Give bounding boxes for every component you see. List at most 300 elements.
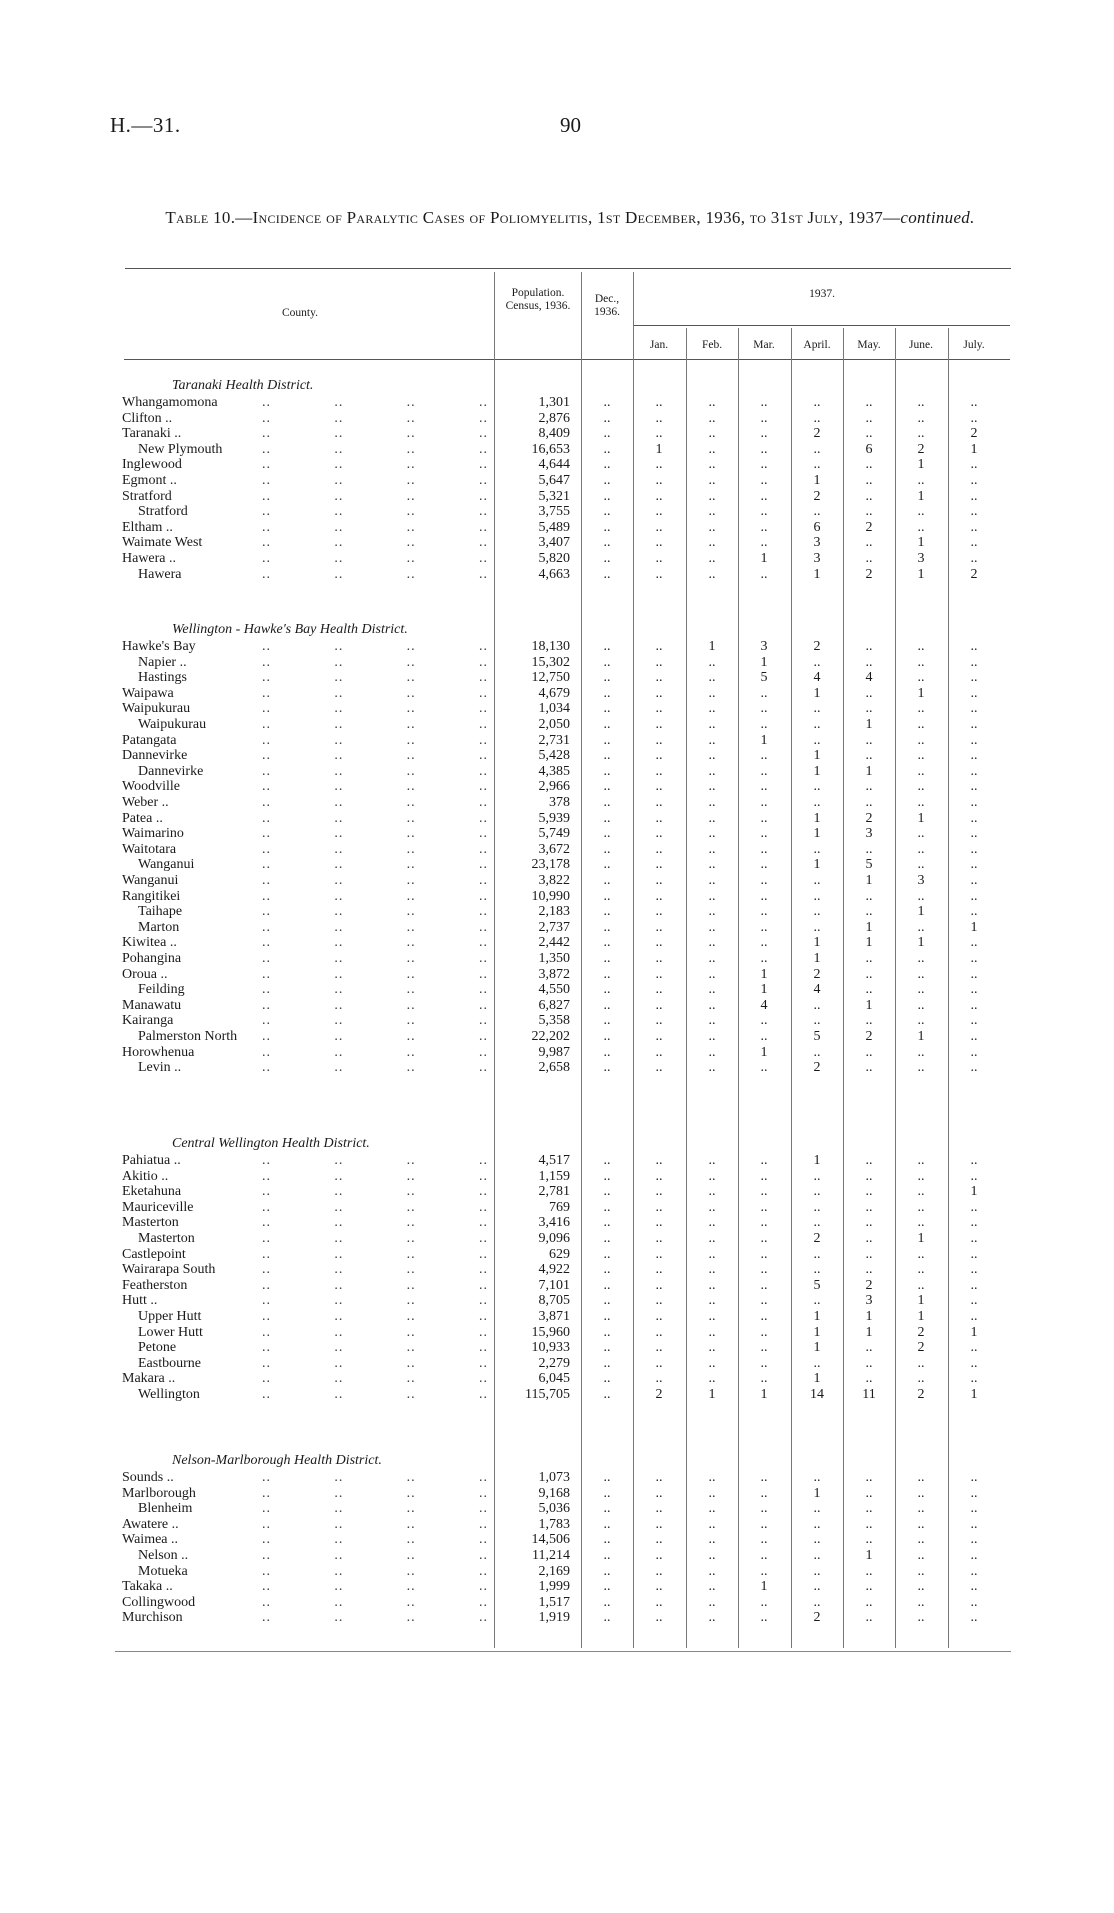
- county-name: Napier ..: [138, 654, 187, 670]
- population-value: 3,872: [538, 966, 570, 982]
- dot-leaders: [262, 764, 488, 780]
- table-row: [0, 442, 1114, 458]
- case-count: ..: [708, 857, 716, 873]
- case-count: ..: [655, 982, 663, 998]
- leader-dots: ..: [262, 654, 271, 670]
- leader-dots: ..: [406, 1231, 416, 1246]
- population-value: 15,960: [531, 1324, 570, 1340]
- case-count: ..: [603, 1340, 611, 1356]
- case-count: ..: [655, 1153, 663, 1168]
- population-value: 4,922: [538, 1262, 570, 1278]
- population-value: 2,050: [538, 717, 570, 732]
- case-count: ..: [708, 701, 716, 717]
- table-row: [0, 920, 1114, 936]
- case-count: ..: [917, 732, 925, 748]
- table-row: [0, 779, 1114, 795]
- case-count: ..: [760, 519, 768, 535]
- leader-dots: ..: [478, 1231, 488, 1246]
- leader-dots: ..: [262, 1371, 271, 1387]
- case-count: 1: [865, 717, 873, 732]
- case-count: ..: [655, 1246, 663, 1262]
- leader-dots: ..: [334, 1563, 344, 1579]
- case-count: ..: [813, 1501, 821, 1517]
- county-name: Eastbourne: [138, 1355, 201, 1371]
- case-count: ..: [603, 1610, 611, 1626]
- case-count: ..: [865, 1579, 873, 1595]
- case-count: ..: [917, 763, 925, 779]
- case-count: ..: [655, 1485, 663, 1501]
- leader-dots: ..: [478, 1293, 488, 1309]
- case-count: ..: [655, 904, 663, 920]
- case-count: 2: [865, 1029, 873, 1044]
- case-count: ..: [708, 1060, 716, 1076]
- case-count: ..: [655, 1563, 663, 1579]
- dot-leaders: [262, 842, 488, 858]
- leader-dots: ..: [334, 841, 344, 857]
- leader-dots: ..: [262, 997, 271, 1013]
- case-count: ..: [655, 748, 663, 764]
- case-count: ..: [655, 457, 663, 473]
- case-count: ..: [970, 670, 978, 686]
- population-value: 6,045: [538, 1371, 570, 1387]
- leader-dots: ..: [478, 1262, 488, 1278]
- leader-dots: ..: [406, 1516, 416, 1532]
- case-count: ..: [970, 551, 978, 566]
- leader-dots: ..: [406, 935, 416, 951]
- case-count: ..: [865, 1184, 873, 1200]
- leader-dots: ..: [478, 1470, 488, 1485]
- table-row: [0, 1169, 1114, 1185]
- case-count: ..: [708, 535, 716, 551]
- leader-dots: ..: [334, 1277, 344, 1293]
- case-count: ..: [865, 701, 873, 717]
- county-name: Woodville: [122, 779, 180, 795]
- dot-leaders: [262, 411, 488, 427]
- case-count: ..: [865, 504, 873, 520]
- leader-dots: ..: [262, 919, 271, 935]
- population-value: 5,939: [538, 810, 570, 826]
- case-count: ..: [655, 535, 663, 551]
- dot-leaders: [262, 733, 488, 749]
- case-count: ..: [603, 1470, 611, 1485]
- col-header-year: 1937.: [809, 288, 835, 300]
- leader-dots: ..: [262, 1199, 271, 1215]
- case-count: ..: [708, 457, 716, 473]
- case-count: ..: [917, 997, 925, 1013]
- county-name: Kiwitea ..: [122, 935, 177, 951]
- case-count: ..: [760, 1153, 768, 1168]
- dot-leaders: [262, 1029, 488, 1045]
- case-count: ..: [970, 473, 978, 488]
- case-count: ..: [603, 1387, 611, 1402]
- county-name: Makara ..: [122, 1371, 176, 1387]
- table-row: [0, 842, 1114, 858]
- leader-dots: ..: [478, 410, 488, 426]
- leader-dots: ..: [262, 685, 271, 701]
- leader-dots: ..: [478, 1371, 488, 1387]
- case-count: ..: [708, 566, 716, 582]
- case-count: 3: [917, 551, 925, 566]
- leader-dots: ..: [334, 1340, 344, 1356]
- case-count: ..: [865, 1340, 873, 1356]
- case-count: ..: [865, 904, 873, 920]
- case-count: ..: [970, 1516, 978, 1532]
- population-value: 12,750: [531, 670, 570, 686]
- case-count: ..: [655, 826, 663, 842]
- case-count: ..: [865, 535, 873, 551]
- population-value: 1,073: [538, 1470, 570, 1485]
- case-count: ..: [970, 1215, 978, 1231]
- dot-leaders: [262, 473, 488, 489]
- table-row: [0, 535, 1114, 551]
- leader-dots: ..: [406, 473, 416, 488]
- case-count: 3: [917, 873, 925, 888]
- leader-dots: ..: [262, 535, 271, 551]
- case-count: ..: [970, 966, 978, 982]
- case-count: ..: [760, 1532, 768, 1548]
- county-name: Kairanga: [122, 1013, 174, 1029]
- population-value: 22,202: [531, 1029, 570, 1044]
- leader-dots: ..: [334, 551, 344, 566]
- case-count: ..: [813, 795, 821, 810]
- case-count: ..: [813, 841, 821, 857]
- case-count: ..: [708, 1199, 716, 1215]
- population-value: 8,705: [538, 1293, 570, 1309]
- case-count: ..: [603, 566, 611, 582]
- case-count: ..: [970, 779, 978, 795]
- col-header-month: Mar.: [753, 339, 775, 351]
- case-count: ..: [708, 1153, 716, 1168]
- leader-dots: ..: [478, 426, 488, 442]
- case-count: 1: [760, 966, 768, 982]
- case-count: ..: [708, 1548, 716, 1563]
- county-name: Manawatu: [122, 997, 182, 1013]
- case-count: ..: [813, 1548, 821, 1563]
- leader-dots: ..: [478, 982, 488, 998]
- dot-leaders: [262, 504, 488, 520]
- case-count: ..: [708, 1215, 716, 1231]
- case-count: ..: [603, 982, 611, 998]
- county-name: Palmerston North: [138, 1029, 238, 1044]
- case-count: ..: [917, 1579, 925, 1595]
- case-count: ..: [708, 888, 716, 904]
- case-count: ..: [917, 1548, 925, 1563]
- leader-dots: ..: [478, 748, 488, 764]
- case-count: ..: [865, 1215, 873, 1231]
- case-count: ..: [760, 1324, 768, 1340]
- case-count: ..: [708, 1184, 716, 1200]
- case-count: ..: [760, 701, 768, 717]
- case-count: ..: [708, 826, 716, 842]
- case-count: ..: [970, 982, 978, 998]
- table-row: [0, 1045, 1114, 1061]
- case-count: ..: [708, 473, 716, 488]
- case-count: ..: [603, 639, 611, 654]
- case-count: ..: [655, 873, 663, 888]
- dot-leaders: [262, 442, 488, 458]
- case-count: ..: [917, 654, 925, 670]
- case-count: ..: [917, 1262, 925, 1278]
- table-row: [0, 1486, 1114, 1502]
- leader-dots: ..: [262, 888, 271, 904]
- case-count: ..: [970, 457, 978, 473]
- population-value: 3,407: [538, 535, 570, 551]
- case-count: ..: [760, 1215, 768, 1231]
- case-count: ..: [917, 1563, 925, 1579]
- county-name: Oroua ..: [122, 966, 168, 982]
- case-count: 5: [813, 1029, 821, 1044]
- case-count: ..: [970, 904, 978, 920]
- case-count: ..: [917, 717, 925, 732]
- leader-dots: ..: [262, 1387, 271, 1402]
- county-name: Pahiatua ..: [122, 1153, 181, 1168]
- case-count: ..: [760, 1470, 768, 1485]
- case-count: ..: [708, 410, 716, 426]
- case-count: ..: [603, 395, 611, 410]
- leader-dots: ..: [262, 504, 271, 520]
- case-count: 3: [813, 535, 821, 551]
- case-count: ..: [865, 410, 873, 426]
- case-count: ..: [917, 1610, 925, 1626]
- case-count: 2: [917, 441, 925, 457]
- case-count: ..: [603, 441, 611, 457]
- table-row: [0, 504, 1114, 520]
- case-count: 2: [970, 566, 978, 582]
- case-count: ..: [970, 1168, 978, 1184]
- col-header-month: Jan.: [649, 339, 669, 351]
- dot-leaders: [262, 1169, 488, 1185]
- case-count: ..: [760, 763, 768, 779]
- case-count: ..: [760, 1060, 768, 1076]
- leader-dots: ..: [334, 1262, 344, 1278]
- case-count: ..: [603, 1153, 611, 1168]
- case-count: ..: [655, 1532, 663, 1548]
- leader-dots: ..: [478, 841, 488, 857]
- leader-dots: ..: [406, 763, 416, 779]
- table-row: [0, 1293, 1114, 1309]
- dot-leaders: [262, 1470, 488, 1486]
- case-count: 5: [865, 857, 873, 873]
- case-count: ..: [970, 1231, 978, 1246]
- case-count: ..: [813, 1293, 821, 1309]
- leader-dots: ..: [478, 904, 488, 920]
- case-count: ..: [865, 1355, 873, 1371]
- population-value: 5,428: [538, 748, 570, 764]
- case-count: ..: [917, 410, 925, 426]
- case-count: ..: [970, 873, 978, 888]
- case-count: ..: [708, 1594, 716, 1610]
- leader-dots: ..: [262, 1153, 271, 1168]
- dot-leaders: [262, 489, 488, 505]
- case-count: 4: [865, 670, 873, 686]
- leader-dots: ..: [334, 639, 344, 654]
- dot-leaders: [262, 655, 488, 671]
- case-count: 3: [813, 551, 821, 566]
- col-header-month: April.: [803, 339, 831, 351]
- leader-dots: ..: [478, 639, 488, 654]
- leader-dots: ..: [406, 1501, 416, 1517]
- case-count: 1: [917, 1029, 925, 1044]
- leader-dots: ..: [478, 732, 488, 748]
- leader-dots: ..: [478, 457, 488, 473]
- dot-leaders: [262, 1548, 488, 1564]
- leader-dots: ..: [406, 566, 416, 582]
- case-count: ..: [603, 535, 611, 551]
- case-count: ..: [655, 919, 663, 935]
- case-count: ..: [708, 841, 716, 857]
- dot-leaders: [262, 1517, 488, 1533]
- county-name: Dannevirke: [122, 748, 188, 764]
- case-count: ..: [917, 519, 925, 535]
- table-row: [0, 1060, 1114, 1076]
- leader-dots: ..: [334, 1610, 344, 1626]
- case-count: ..: [970, 951, 978, 966]
- dot-leaders: [262, 1486, 488, 1502]
- case-count: ..: [970, 841, 978, 857]
- population-value: 4,644: [538, 457, 570, 473]
- leader-dots: ..: [334, 1485, 344, 1501]
- leader-dots: ..: [406, 951, 416, 966]
- case-count: ..: [655, 1516, 663, 1532]
- dot-leaders: [262, 1532, 488, 1548]
- population-value: 1,919: [538, 1610, 570, 1626]
- case-count: ..: [970, 654, 978, 670]
- case-count: ..: [970, 795, 978, 810]
- case-count: 2: [813, 1060, 821, 1076]
- case-count: 2: [917, 1324, 925, 1340]
- case-count: 2: [865, 810, 873, 826]
- table-row: [0, 1340, 1114, 1356]
- case-count: ..: [708, 670, 716, 686]
- dot-leaders: [262, 1013, 488, 1029]
- case-count: ..: [865, 1168, 873, 1184]
- leader-dots: ..: [406, 966, 416, 982]
- case-count: 5: [813, 1277, 821, 1293]
- case-count: ..: [865, 639, 873, 654]
- leader-dots: ..: [406, 1013, 416, 1029]
- case-count: ..: [813, 1262, 821, 1278]
- case-count: ..: [708, 395, 716, 410]
- population-value: 4,550: [538, 982, 570, 998]
- population-value: 1,159: [538, 1168, 570, 1184]
- case-count: 3: [865, 826, 873, 842]
- case-count: ..: [970, 488, 978, 504]
- case-count: ..: [655, 1470, 663, 1485]
- leader-dots: ..: [478, 701, 488, 717]
- case-count: ..: [655, 763, 663, 779]
- leader-dots: ..: [478, 488, 488, 504]
- leader-dots: ..: [334, 670, 344, 686]
- leader-dots: ..: [406, 779, 416, 795]
- leader-dots: ..: [334, 966, 344, 982]
- case-count: ..: [760, 504, 768, 520]
- dot-leaders: [262, 1215, 488, 1231]
- case-count: ..: [813, 654, 821, 670]
- county-name: Feilding: [138, 982, 185, 998]
- population-value: 5,036: [538, 1501, 570, 1517]
- case-count: ..: [708, 795, 716, 810]
- table-row: [0, 1153, 1114, 1169]
- case-count: ..: [655, 1168, 663, 1184]
- population-value: 2,781: [538, 1184, 570, 1200]
- case-count: ..: [760, 1262, 768, 1278]
- population-value: 2,279: [538, 1355, 570, 1371]
- case-count: ..: [917, 670, 925, 686]
- case-count: ..: [708, 1532, 716, 1548]
- case-count: ..: [655, 1060, 663, 1076]
- leader-dots: ..: [334, 426, 344, 442]
- case-count: ..: [603, 826, 611, 842]
- leader-dots: ..: [478, 1277, 488, 1293]
- case-count: ..: [760, 748, 768, 764]
- case-count: ..: [708, 763, 716, 779]
- case-count: ..: [917, 826, 925, 842]
- leader-dots: ..: [334, 748, 344, 764]
- case-count: ..: [603, 1355, 611, 1371]
- case-count: 5: [760, 670, 768, 686]
- population-value: 3,672: [538, 841, 570, 857]
- case-count: 1: [813, 566, 821, 582]
- population-value: 2,183: [538, 904, 570, 920]
- leader-dots: ..: [478, 1501, 488, 1517]
- case-count: ..: [708, 1340, 716, 1356]
- case-count: ..: [813, 395, 821, 410]
- leader-dots: ..: [406, 1199, 416, 1215]
- leader-dots: ..: [262, 1470, 271, 1485]
- table-title-main: Table 10.—Incidence of Paralytic Cases of Poliomyelitis, 1st December, 1936, to 31st July, 1937—: [165, 208, 901, 227]
- case-count: ..: [917, 1485, 925, 1501]
- dot-leaders: [262, 998, 488, 1014]
- case-count: ..: [708, 1293, 716, 1309]
- case-count: ..: [813, 1215, 821, 1231]
- case-count: ..: [603, 504, 611, 520]
- dot-leaders: [262, 670, 488, 686]
- case-count: 6: [813, 519, 821, 535]
- leader-dots: ..: [478, 951, 488, 966]
- leader-dots: ..: [478, 919, 488, 935]
- county-name: Hastings: [138, 670, 187, 686]
- population-value: 7,101: [538, 1277, 570, 1293]
- case-count: ..: [603, 1215, 611, 1231]
- case-count: ..: [865, 1485, 873, 1501]
- county-name: Murchison: [122, 1610, 183, 1626]
- leader-dots: ..: [478, 779, 488, 795]
- population-value: 5,358: [538, 1013, 570, 1029]
- county-name: New Plymouth: [138, 441, 223, 457]
- leader-dots: ..: [262, 670, 271, 686]
- case-count: 4: [760, 997, 768, 1013]
- leader-dots: ..: [262, 810, 271, 826]
- case-count: ..: [603, 1594, 611, 1610]
- population-value: 9,987: [538, 1044, 570, 1060]
- population-value: 2,658: [538, 1060, 570, 1076]
- leader-dots: ..: [334, 535, 344, 551]
- leader-dots: ..: [262, 1168, 271, 1184]
- case-count: 1: [813, 810, 821, 826]
- case-count: ..: [970, 1594, 978, 1610]
- case-count: 1: [917, 810, 925, 826]
- leader-dots: ..: [262, 551, 271, 566]
- table-row: [0, 473, 1114, 489]
- district-heading: Wellington - Hawke's Bay Health District.: [172, 622, 408, 637]
- case-count: ..: [865, 654, 873, 670]
- leader-dots: ..: [262, 982, 271, 998]
- case-count: 4: [813, 982, 821, 998]
- case-count: ..: [708, 951, 716, 966]
- leader-dots: ..: [262, 1516, 271, 1532]
- dot-leaders: [262, 567, 488, 583]
- leader-dots: ..: [334, 826, 344, 842]
